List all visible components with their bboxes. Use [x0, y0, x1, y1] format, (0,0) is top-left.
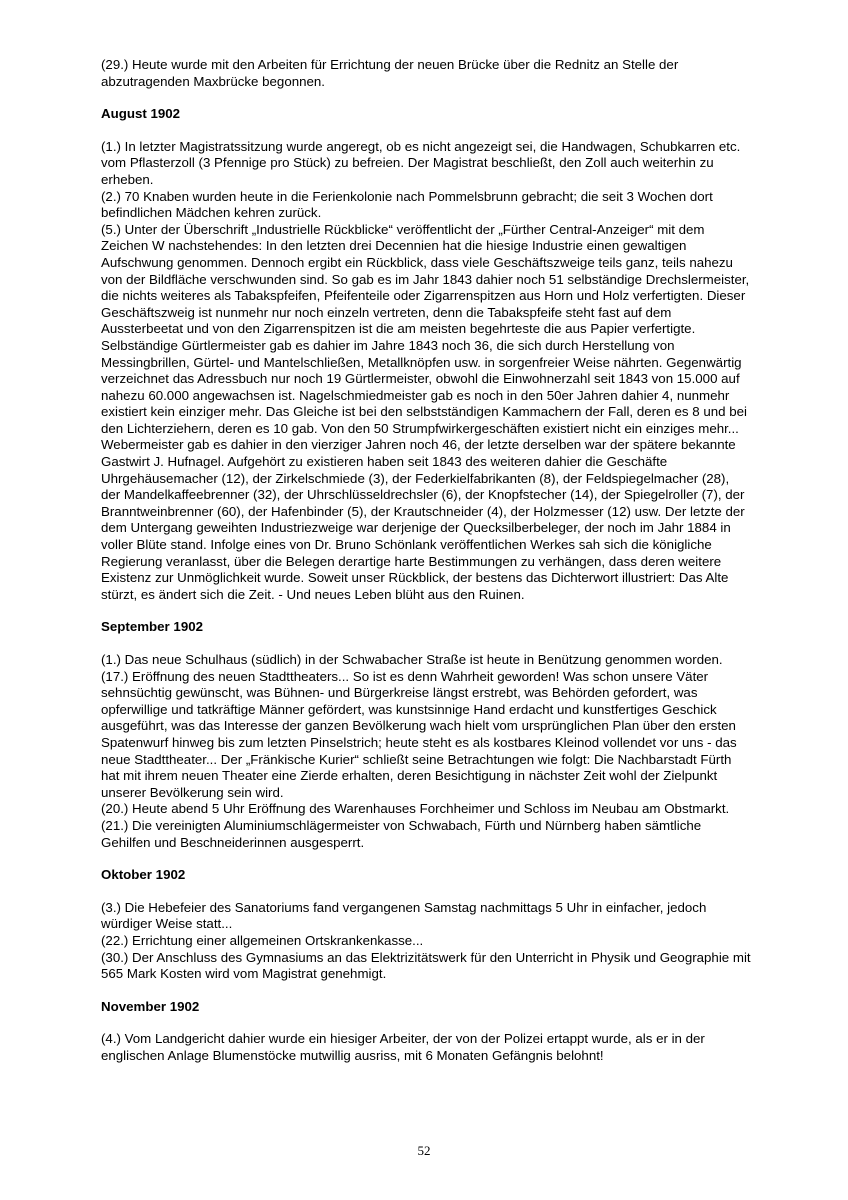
entry-september-1: (1.) Das neue Schulhaus (südlich) in der Schwabacher Straße ist heute in Benützung genommen worden. [101, 652, 723, 667]
section-heading: November 1902 [101, 998, 200, 1014]
section-november-1902 [101, 999, 751, 1065]
entry-oktober-22: (22.) Errichtung einer allgemeinen Ortskrankenkasse... [101, 932, 424, 948]
entry-september-20: (20.) Heute abend 5 Uhr Eröffnung des Warenhauses Forchheimer und Schloss im Neubau am Obstmarkt. [101, 801, 730, 817]
section-oktober-1902 [101, 867, 751, 983]
section-heading: Oktober 1902 [101, 867, 186, 883]
entry-oktober-30: (30.) Der Anschluss des Gymnasiums an das Elektrizitätswerk für den Unterricht in Physik und Geographie mit 565 Mark Kosten wird vom Magistrat genehmigt. [101, 949, 751, 982]
entry-oktober-3: (3.) Die Hebefeier des Sanatoriums fand vergangenen Samstag nachmittags 5 Uhr in einfacher, jedoch würdiger Weise statt... [101, 899, 707, 932]
section-heading: September 1902 [101, 619, 203, 635]
section-august-1902 [101, 106, 751, 603]
page-number: 52 [417, 1143, 431, 1158]
entry-august-5: (5.) Unter der Überschrift „Industrielle Rückblicke“ veröffentlicht der „Fürther Central-Anzeiger“ mit dem Zeichen W nachstehendes: In den letzten drei Decennien hat die hiesige Industrie einen gewaltigen Aufschwung genommen. Dennoch ergibt ein Rückblick, dass viele Geschäftszweige teils ganz, teils nahezu von der Bildfläche verschwunden sind. So gab es im Jahr 1843 dahier noch 51 selbständige Drechslermeister, die nichts weiteres als Tabakspfeifen, Pfeifenteile oder Zigarrenspitzen aus Horn und Holz verfertigten. Dieser Geschäftszweig ist nunmehr nur noch einzeln vertreten, denn die Tabakspfeife steht fast auf dem Aussterbeetat und von den Zigarrenspitzen ist die am meisten begehrteste die aus Papier verfertigte. Selbständige Gürtlermeister gab es dahier im Jahre 1843 noch 36, die sich durch Herstellung von Messingbrillen, Gürtel- und Mantelschließen, Metallknöpfen usw. in sorgenfreier Weise nährten. Gegenwärtig verzeichnet das Adressbuch nur noch 19 Gürtlermeister, obwohl die Einwohnerzahl seit 1843 von 15.000 auf nahezu 60.000 angewachsen ist. Nagelschmiedmeister gab es noch in den 50er Jahren dahier 4, nunmehr existiert kein einziger mehr. Das Gleiche ist bei den selbstständigen Kammachern der Fall, deren es 8 und bei den Lichterziehern, deren es 10 gab. Von den 50 Strumpfwirkergeschäften existiert nicht ein einziges mehr... Webermeister gab es dahier in den vierziger Jahren noch 46, der letzte derselben war der spätere bekannte Gastwirt J. Hufnagel. Aufgehört zu existieren haben seit 1843 des weiteren dahier die Geschäfte Uhrgehäusemacher (12), der Zirkelschmiede (3), der Federkielfabrikanten (8), der Feldspiegelmacher (28), der Mandelkaffeebrenner (32), der Uhrschlüsseldrechsler (6), der Knopfstecher (14), der Spiegelroller (7), der Branntweinbrenner (60), der Hafenbinder (5), der Krautschneider (4), der Holzmesser (12) usw. Der letzte der dem Untergang geweihten Industriezweige war derjenige der Quecksilberbeleger, der noch im Jahr 1884 in voller Blüte stand. Infolge eines von Dr. Bruno Schönlank veröffentlichen Werkes sah sich die königliche Regierung veranlasst, über die Belegen derartige harte Bestimmungen zu verhängen, dass deren weitere Existenz zur Unmöglichkeit wurde. Soweit unser Rückblick, der bestens das Dichterwort illustriert: Das Alte stürzt, es ändert sich die Zeit. - Und neues Leben blüht aus den Ruinen. [101, 221, 750, 602]
entry-september-21: (21.) Die vereinigten Aluminiumschlägermeister von Schwabach, Fürth und Nürnberg haben sämtliche Gehilfen und Beschneiderinnen ausgesperrt. [101, 817, 702, 850]
section-heading: August 1902 [101, 106, 181, 122]
entry-august-1: (1.) In letzter Magistratssitzung wurde angeregt, ob es nicht angezeigt sei, die Handwagen, Schubkarren etc. vom Pflasterzoll (3 Pfennige pro Stück) zu befreien. Der Magistrat beschließt, den Zoll auch weiterhin zu erheben. [101, 138, 741, 187]
section-september-1902 [101, 619, 751, 851]
entry-september-17: (17.) Eröffnung des neuen Stadttheaters... So ist es denn Wahrheit geworden! Was schon unsere Väter sehnsüchtig gewünscht, was Bühnen- und Bürgerkreise längst erstrebt, was Behörden gefordert, was opferwillige und tatkräftige Männer gefördert, was kunstsinnige Hand erdacht und kunstfertiges Geschick ausgeführt, was das Interesse der ganzen Bevölkerung wach hielt vom ursprünglichen Plan über den ersten Spatenwurf hinweg bis zum letzten Pinselstrich; heute steht es als kostbares Kleinod vollendet vor uns - das neue Stadttheater... Der „Fränkische Kurier“ schließt seine Betrachtungen wie folgt: Die Nachbarstadt Fürth hat mit ihrem neuen Theater eine Zierde erhalten, deren Besichtigung in nächster Zeit wohl der Zielpunkt unserer Bevölkerung sein wird. [101, 668, 737, 800]
document-page [101, 57, 751, 1080]
entry-august-2: (2.) 70 Knaben wurden heute in die Ferienkolonie nach Pommelsbrunn gebracht; die seit 3 Wochen dort befindlichen Mädchen kehren zurück. [101, 188, 713, 221]
entry-november-4: (4.) Vom Landgericht dahier wurde ein hiesiger Arbeiter, der von der Polizei ertappt wurde, als er in der englischen Anlage Blumenstöcke mutwillig ausriss, mit 6 Monaten Gefängnis belohnt! [101, 1031, 705, 1063]
intro-entry: (29.) Heute wurde mit den Arbeiten für Errichtung der neuen Brücke über die Rednitz an Stelle der abzutragenden Maxbrücke begonnen. [101, 57, 679, 89]
